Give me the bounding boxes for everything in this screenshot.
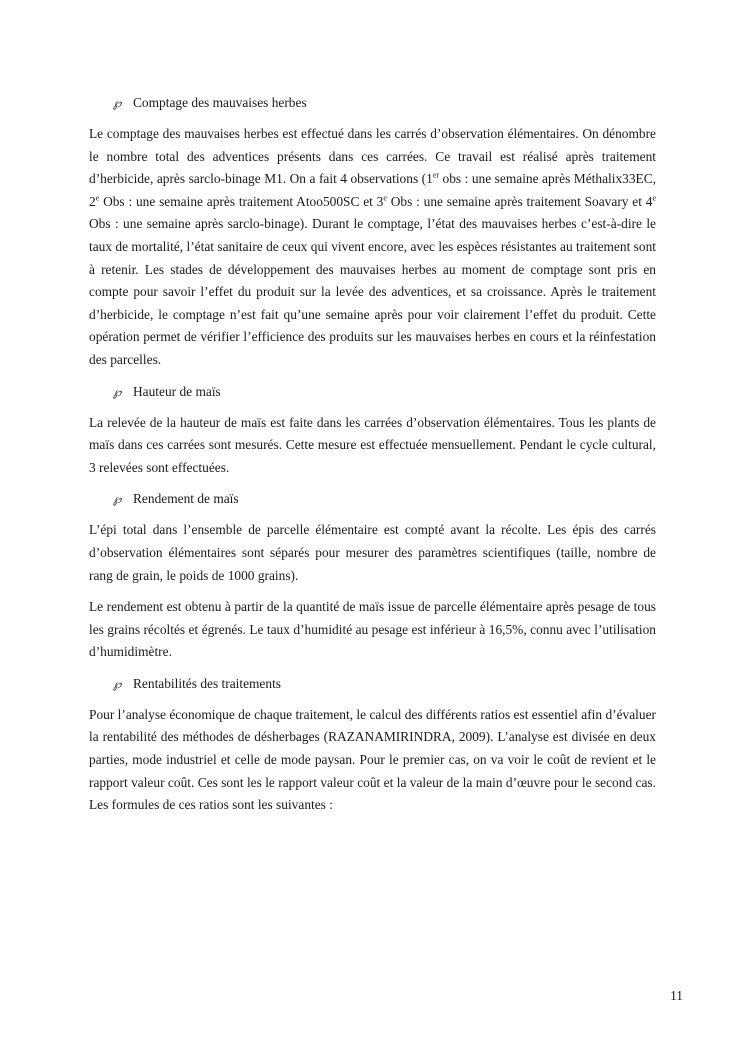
superscript: er (432, 170, 440, 180)
paragraph: L’épi total dans l’ensemble de parcelle élémentaire est compté avant la récolte. Les épis des carrés d’observation élémentaires sont séparés pour mesurer des paramètres scientifiques (taille, nombre de rang de grain, le poids de 1000 grains). (89, 522, 656, 583)
page-number: 11 (670, 988, 683, 1003)
bullet-icon: ℘ (113, 492, 122, 507)
superscript: e (652, 193, 656, 203)
section-heading (113, 381, 656, 403)
heading-text: Rentabilités des traitements (133, 675, 282, 691)
document-body (89, 92, 656, 826)
paragraph: Le comptage des mauvaises herbes est effectué dans les carrés d’observation élémentaires. On dénombre le nombre total des adventices présents dans ces carrées. Ce travail est réalisé après traitement d’herbicide, après sarclo-binage M1. On a fait 4 observations (1er obs : une semaine après Méthalix33EC, 2e Obs : une semaine après traitement Atoo500SC et 3e Obs : une semaine après traitement Soavary et 4e Obs : une semaine après sarclo-binage). Durant le comptage, l’état des mauvaises herbes c’est-à-dire le taux de mortalité, l’état sanitaire de ceux qui vivent encore, avec les espèces résistantes au traitement sont à retenir. Les stades de développement des mauvaises herbes au moment de comptage sont pris en compte pour savoir l’effet du produit sur la levée des adventices, et sa croissance. Après le traitement d’herbicide, le comptage n’est fait qu’une semaine après pour voir clairement l’effet du produit. Cette opération permet de vérifier l’efficience des produits sur les mauvaises herbes en cours et la réinfestation des parcelles. (89, 126, 656, 367)
paragraph: Le rendement est obtenu à partir de la quantité de maïs issue de parcelle élémentaire après pesage de tous les grains récoltés et égrenés. Le taux d’humidité au pesage est inférieur à 16,5%, connu avec l’utilisation d’humidimètre. (89, 599, 656, 660)
superscript: e (95, 193, 100, 203)
bullet-icon: ℘ (113, 96, 122, 110)
heading-text: Comptage des mauvaises herbes (133, 95, 307, 110)
paragraph: La relevée de la hauteur de maïs est faite dans les carrées d’observation élémentaires. Tous les plants de maïs dans ces carrées sont mesurés. Cette mesure est effectuée mensuellement. Pendant le cycle cultural, 3 relevées sont effectuées. (89, 414, 656, 475)
bullet-icon: ℘ (113, 384, 122, 399)
section-heading (113, 673, 656, 695)
paragraph: Pour l’analyse économique de chaque traitement, le calcul des différents ratios est essentiel afin d’évaluer la rentabilité des méthodes de désherbages (RAZANAMIRINDRA, 2009). L’analyse est divisée en deux parties, mode industriel et celle de mode paysan. Pour le premier cas, on va voir le coût de revient et le rapport valeur coût. Ces sont les le rapport valeur coût et la valeur de la main d’œuvre pour le second cas. Les formules de ces ratios sont les suivantes : (89, 706, 656, 813)
heading-text: Rendement de maïs (133, 491, 239, 507)
superscript: e (383, 193, 387, 203)
heading-text: Hauteur de maïs (133, 383, 221, 399)
section-heading (113, 92, 656, 114)
section-heading (113, 488, 656, 510)
bullet-icon: ℘ (113, 676, 122, 691)
